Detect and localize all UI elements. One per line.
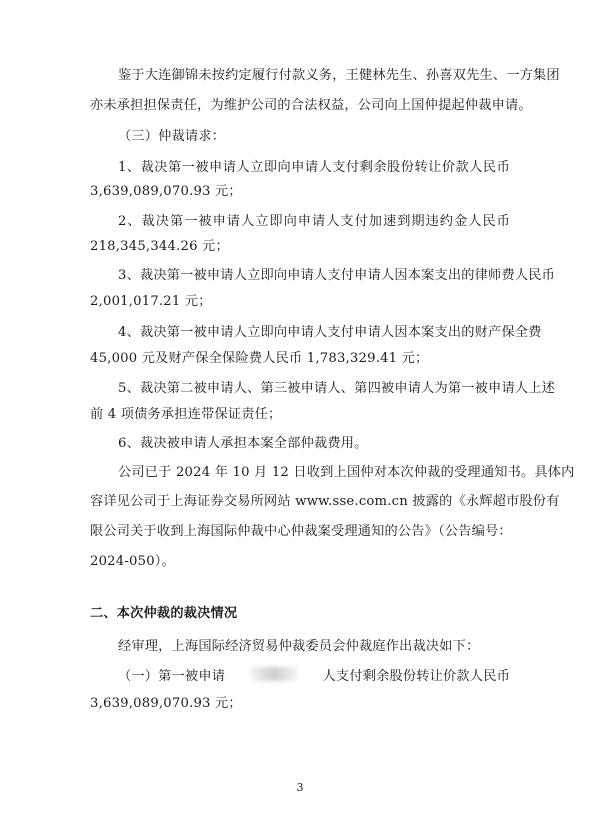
paragraph-line: 公司已于 2024 年 10 月 12 日收到上国仲对本次仲裁的受理通知书。具体内 xyxy=(118,465,575,480)
claim-2-line: 2、裁决第一被申请人立即向申请人支付加速到期违约金人民币 xyxy=(118,214,510,229)
paragraph-line: 2024-050）。 xyxy=(90,554,175,569)
claim-5-cont: 前 4 项债务承担连带保证责任； xyxy=(90,407,282,422)
claim-4-line: 4、裁决第一被申请人立即向申请人支付申请人因本案支出的财产保全费 xyxy=(118,325,542,340)
ruling-1-start: （一）第一被申请 xyxy=(118,669,226,684)
claim-1-line: 1、裁决第一被申请人立即向申请人支付剩余股份转让价款人民币 xyxy=(118,160,510,175)
claim-5-line: 5、裁决第二被申请人、第三被申请人、第四被申请人为第一被申请人上述 xyxy=(118,381,555,396)
ruling-1-amount: 3,639,089,070.93 元； xyxy=(90,696,242,711)
paragraph-line: 经审理，上海国际经济贸易仲裁委员会仲裁庭作出裁决如下： xyxy=(118,639,480,654)
claim-3-amount: 2,001,017.21 元； xyxy=(90,294,212,309)
paragraph-line: 容详见公司于上海证券交易所网站 www.sse.com.cn 披露的《永辉超市股份有 xyxy=(90,494,560,509)
section-title: （三）仲裁请求： xyxy=(118,129,226,144)
paragraph-line: 鉴于大连御锦未按约定履行付款义务，王健林先生、孙喜双先生、一方集团 xyxy=(118,68,560,83)
redacted-blur xyxy=(250,667,298,681)
claim-4-amount: 45,000 元及财产保全保险费人民币 1,783,329.41 元； xyxy=(90,351,429,366)
ruling-1-end: 人支付剩余股份转让价款人民币 xyxy=(322,669,510,684)
claim-2-amount: 218,345,344.26 元； xyxy=(90,239,229,254)
section-heading: 二、本次仲裁的裁决情况 xyxy=(90,606,238,621)
claim-1-amount: 3,639,089,070.93 元； xyxy=(90,184,242,199)
paragraph-line: 亦未承担担保责任，为维护公司的合法权益，公司向上国仲提起仲裁申请。 xyxy=(90,98,532,113)
claim-3-line: 3、裁决第一被申请人立即向申请人支付申请人因本案支出的律师费人民币 xyxy=(118,268,555,283)
claim-6-line: 6、裁决被申请人承担本案全部仲裁费用。 xyxy=(118,436,368,451)
ruling-1-line xyxy=(118,667,510,687)
paragraph-line: 限公司关于收到上海国际仲裁中心仲裁案受理通知的公告》（公告编号： xyxy=(90,524,512,539)
page-number: 3 xyxy=(296,781,304,794)
